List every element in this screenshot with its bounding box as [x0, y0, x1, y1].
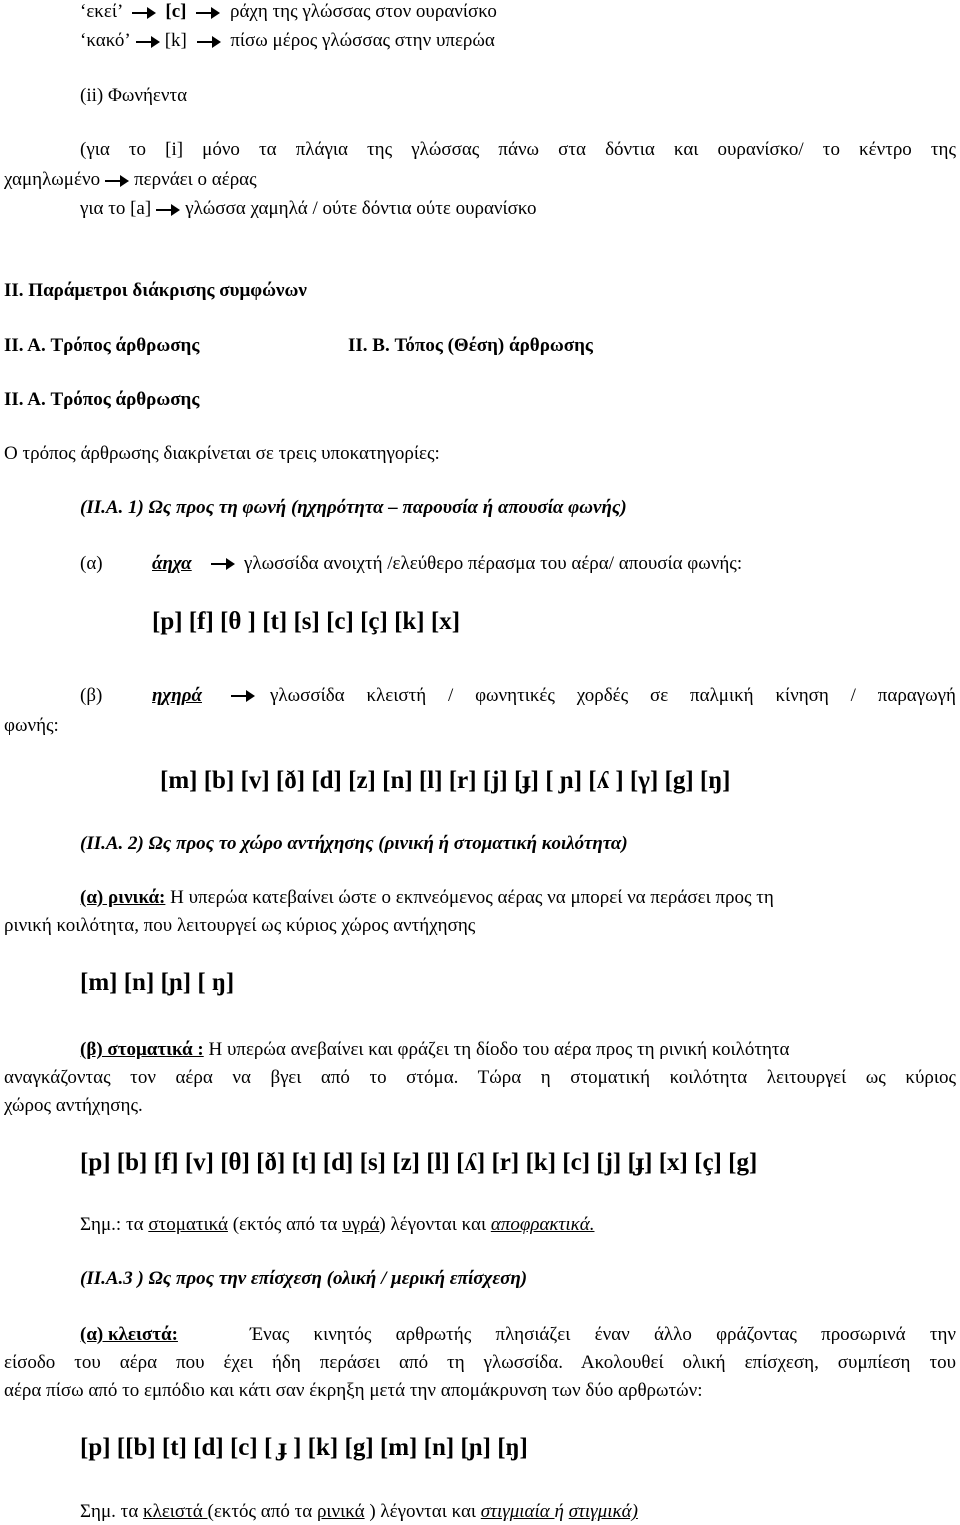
example-word: ‘εκεί’: [80, 1, 122, 22]
paragraph-text: για το [a]: [80, 198, 152, 219]
paragraph-text: είσοδο του αέρα που έχει ήδη περάσει από τη γλωσσίδα. Ακολουθεί ολική επίσχεση, συμπίεση του: [4, 1352, 956, 1373]
note-text: ή: [554, 1501, 569, 1522]
stop-line-1: [80, 1323, 956, 1347]
stop-line-3: αέρα πίσω από το εμπόδιο και κάτι σαν έκρηξη μετά την απομάκρυνση των δύο αρθρωτών:: [4, 1380, 703, 1401]
note-text: (εκτός από τα: [227, 1214, 343, 1235]
arrow-right-icon: [196, 35, 222, 49]
note-term: αποφρακτικά.: [490, 1214, 595, 1235]
vowels-paragraph-line-3: [80, 197, 960, 221]
paragraph-text: (για το [i] μόνο τα πλάγια της γλώσσας πάνω στα δόντια και ουρανίσκο/ το κέντρο της: [80, 139, 956, 160]
term: (α) ρινικά:: [80, 887, 166, 908]
note-text: Σημ. τα: [80, 1501, 144, 1522]
arrow-right-icon: [195, 6, 221, 20]
vowels-paragraph-line-2: [4, 168, 960, 192]
beta-continuation: φωνής:: [4, 715, 59, 736]
note-1: [80, 1213, 960, 1237]
item-label: (β): [80, 685, 103, 706]
section-3-heading: (II.A.3 ) Ως προς την επίσχεση (ολική / μερική επίσχεση): [80, 1268, 528, 1289]
note-term: στιγμικά): [568, 1501, 638, 1522]
paragraph-text: αναγκάζοντας τον αέρα να βγει από το στόμα. Τώρα η στοματική κοιλότητα λειτουργεί ως κύριος: [4, 1067, 956, 1088]
description: Η υπερώα κατεβαίνει ώστε ο εκπνεόμενος αέρας να μπορεί να περάσει προς τη: [170, 887, 774, 908]
arrow-right-icon: [155, 203, 181, 217]
note-term: στιγμιαία: [480, 1501, 555, 1522]
ipa-nasal: [m] [n] [ɲ] [ ŋ]: [80, 969, 235, 996]
paragraph-text: περνάει ο αέρας: [134, 169, 257, 190]
ipa-symbol: [k]: [164, 30, 187, 51]
description: ράχη της γλώσσας στον ουρανίσκο: [229, 1, 497, 22]
note-text: (εκτός από τα: [207, 1501, 317, 1522]
ipa-symbol: [c]: [165, 1, 187, 22]
heading-place: II. B. Τόπος (Θέση) άρθρωσης: [348, 335, 593, 356]
stop-line-2: [4, 1351, 956, 1375]
oral-line-2: [4, 1066, 956, 1090]
description: γλωσσίδα ανοιχτή /ελεύθερο πέρασμα του αέρα/ απουσία φωνής:: [244, 553, 743, 574]
ipa-stops: [p] [[b] [t] [d] [c] [ ɟ ] [k] [g] [m] [n] [ɲ] [ŋ]: [80, 1434, 528, 1461]
ipa-oral: [p] [b] [f] [v] [θ] [ð] [t] [d] [s] [z] [l] [ʎ] [r] [k] [c] [j] [ɟ] [x] [ç] [g]: [80, 1149, 758, 1176]
note-text: Σημ.: τα: [80, 1214, 149, 1235]
vowels-paragraph-line-1: [80, 138, 956, 162]
oral-line-1: [80, 1038, 956, 1062]
note-text: ) λέγονται και: [379, 1214, 491, 1235]
arrow-right-icon: [230, 689, 256, 703]
note-term: ρινικά: [316, 1501, 365, 1522]
nasal-line-1: [80, 886, 956, 910]
note-term: στοματικά: [148, 1214, 228, 1235]
beta-row: [80, 684, 956, 708]
intro-text: Ο τρόπος άρθρωσης διακρίνεται σε τρεις υποκατηγορίες:: [4, 443, 440, 464]
term: άηχα: [152, 553, 192, 574]
oral-line-3: χώρος αντήχησης.: [4, 1095, 143, 1116]
paragraph-text: χαμηλωμένο: [4, 169, 101, 190]
note-text: ) λέγονται και: [364, 1501, 481, 1522]
paragraph-text: γλώσσα χαμηλά / ούτε δόντια ούτε ουρανίσκο: [185, 198, 537, 219]
ipa-voiced: [m] [b] [v] [ð] [d] [z] [n] [l] [r] [j] [ɟ] [ ɲ] [ʎ ] [γ] [g] [ŋ]: [160, 767, 731, 794]
note-term: υγρά: [342, 1214, 380, 1235]
term: (α) κλειστά:: [80, 1324, 178, 1345]
description: πίσω μέρος γλώσσας στην υπερώα: [230, 30, 495, 51]
item-label: (α): [80, 553, 103, 574]
arrow-right-icon: [135, 35, 161, 49]
heading-manner: II. A. Τρόπος άρθρωσης: [4, 335, 200, 356]
arrow-right-icon: [210, 557, 236, 571]
term: (β) στοματικά :: [80, 1039, 204, 1060]
line-ekei: [80, 0, 960, 24]
heading-manner-2: II. A. Τρόπος άρθρωσης: [4, 389, 200, 410]
alpha-row: [80, 552, 960, 576]
vowels-title: (ii) Φωνήεντα: [80, 85, 188, 106]
note-2: [80, 1500, 960, 1524]
ipa-voiceless: [p] [f] [θ ] [t] [s] [c] [ç] [k] [x]: [152, 608, 461, 635]
example-word: ‘κακό’: [80, 30, 131, 51]
description: Ένας κινητός αρθρωτής πλησιάζει έναν άλλο φράζοντας προσωρινά την: [250, 1324, 956, 1345]
section-2-heading: (II.A. 2) Ως προς το χώρο αντήχησης (ρινική ή στοματική κοιλότητα): [80, 833, 628, 854]
note-term: κλειστά: [143, 1501, 208, 1522]
heading-params: II. Παράμετροι διάκρισης συμφώνων: [4, 280, 307, 301]
arrow-right-icon: [131, 6, 157, 20]
arrow-right-icon: [104, 174, 130, 188]
description: Η υπερώα ανεβαίνει και φράζει τη δίοδο του αέρα προς τη ρινική κοιλότητα: [208, 1039, 790, 1060]
term: ηχηρά: [152, 685, 202, 706]
nasal-line-2: ρινική κοιλότητα, που λειτουργεί ως κύριος χώρος αντήχησης: [4, 915, 476, 936]
description: γλωσσίδα κλειστή / φωνητικές χορδές σε παλμική κίνηση / παραγωγή: [270, 685, 956, 706]
line-kako: [80, 29, 960, 53]
section-1-heading: (II.A. 1) Ως προς τη φωνή (ηχηρότητα – παρουσία ή απουσία φωνής): [80, 497, 627, 518]
